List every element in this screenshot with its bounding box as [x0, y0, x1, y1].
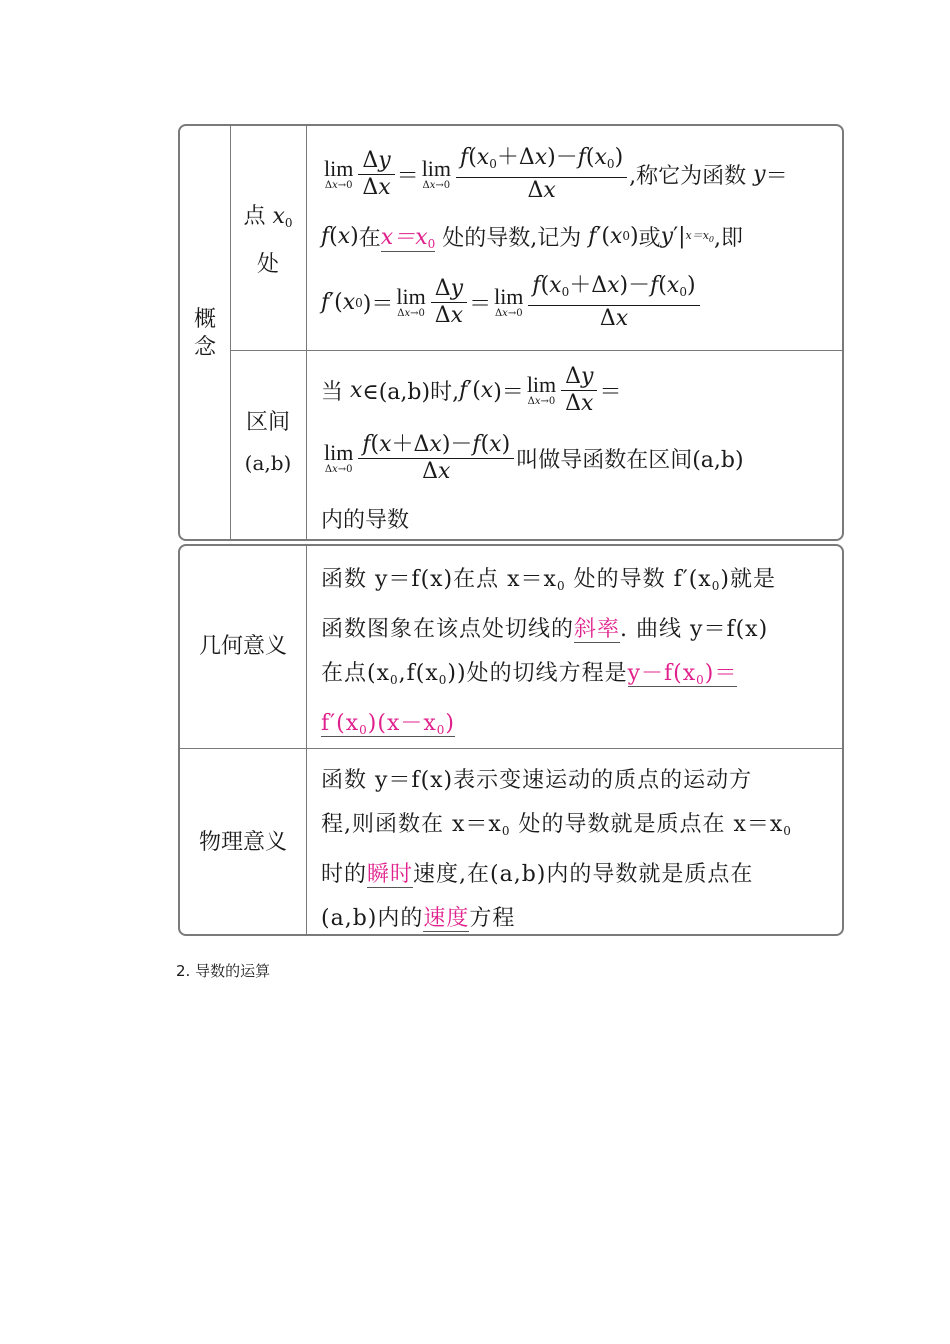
interval-definition	[307, 351, 842, 539]
interval-line-3: 内的导数	[321, 508, 410, 533]
concept-label: 概念	[193, 307, 216, 360]
definition-line-3: f ′( x 0 )＝ lim Δx→0 $\frac{\Delta y}{\Delta x}$ ＝ lim Δx→0 $\frac{f(x_0+\Delta x)-f(x_0)}{\Delta x}$	[321, 274, 702, 331]
geometric-content: 函数 y＝f(x)在点 $x=x_0$ 处的导数 $f'(x_0)$就是 函数图象在该点处切线的斜率. 曲线 y＝f(x) 在点$(x_0,f(x_0))$处的切线方程是$y-f(x_0)=$ $f'(x_0)(x-x_0)$	[321, 567, 776, 737]
physical-label: 物理意义	[198, 830, 287, 855]
definition-line-2: f ( x ) 在 $x=x_0$ 处的导数,记为 f ′( x 0 ) 或 y ′| $x=x_0$ ,即	[321, 220, 743, 252]
divider	[230, 126, 231, 539]
point-definition	[307, 126, 842, 350]
physical-content: 函数 y＝f(x)表示变速运动的质点的运动方 程,则函数在 $x=x_0$ 处的导数就是质点在 $x=x_0$ 时的瞬时速度,在(a,b)内的导数就是质点在 (a,b)内的速度方程	[321, 768, 792, 931]
definition-line-1: lim Δx→0 $\frac{\Delta y}{\Delta x}$ ＝ lim Δx→0 $\frac{f(x_0+\Delta x)-f(x_0)}{\Delta x}$ ,称它为函数 y ＝	[324, 145, 788, 203]
point-label: 点 $x_0$ 处	[243, 204, 293, 277]
meaning-table	[178, 544, 844, 936]
answer-blank: $x=x_0$	[381, 220, 435, 252]
geometric-label: 几何意义	[198, 634, 287, 659]
interval-line-1: 当 x ∈(a,b)时, f ′( x )＝ lim Δx→0 $\frac{\Delta y}{\Delta x}$ ＝	[321, 364, 622, 416]
interval-label: 区间 (a,b)	[244, 410, 292, 475]
interval-line-2: lim Δx→0 $\frac{f(x+\Delta x)-f(x)}{\Delta x}$ 叫做导函数在区间(a,b)	[324, 432, 744, 484]
section-heading: 2. 导数的运算	[176, 962, 271, 980]
concept-table	[178, 124, 844, 541]
